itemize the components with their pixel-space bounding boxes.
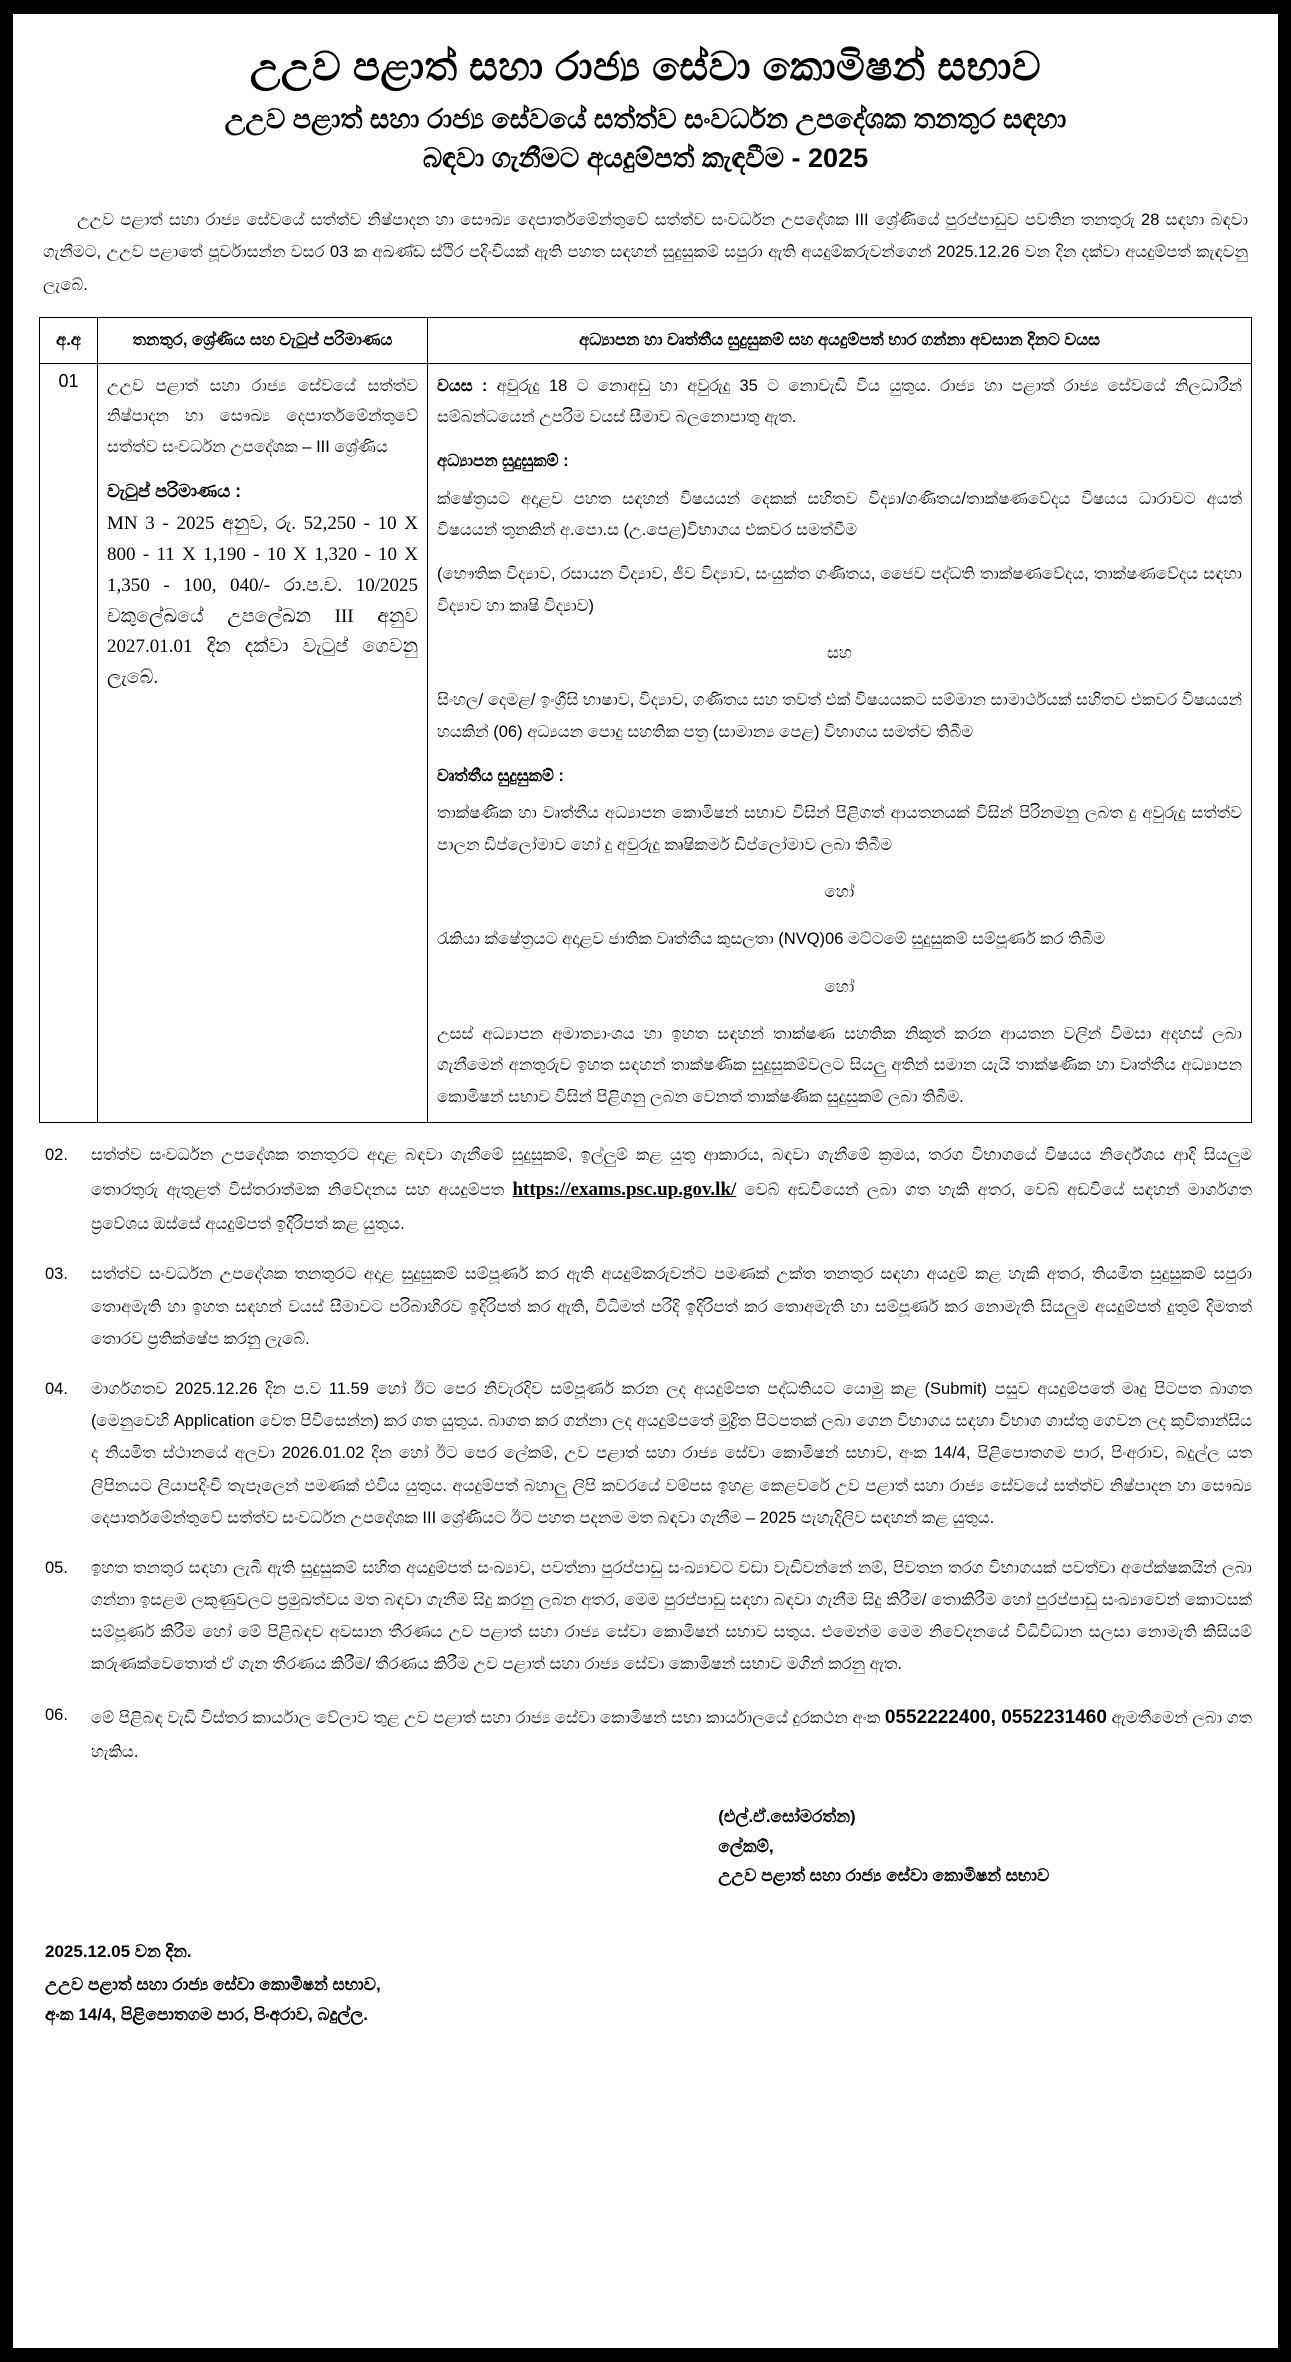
table-body	[40, 363, 1252, 1123]
footer-organisation: උඋව පළාත් සහා රාජ්‍ය සේවා කොමිෂන් සභාව,	[45, 1974, 381, 1994]
signatory-role: ලේකම්,	[718, 1836, 774, 1856]
clause-02-number: 02.	[45, 1146, 68, 1165]
table-header-row	[40, 317, 1252, 363]
clause-06-text-before-phone: මේ පිළිබඳ වැඩි විස්තර කාර්යාල වේලාව තුළ උව පළාත් සහා රාජ්‍ය සේවා කොමිෂන් සභා කාර්යාලයේ දුරකථන අංක	[91, 1708, 885, 1727]
intro-paragraph: උඋව පළාත් සහා රාජ්‍ය සේවයේ සත්ත්ව නිෂ්පාදන හා සෞඛ්‍ය දෙපාර්තමේන්තුවේ සත්ත්ව සංවර්ධන උපදේශක III ශ්‍රේණියේ පුරප්පාඩුව පවතින තනතුරු 28 සඳහා බඳවා ගැනීමට, උඋව පළාතේ පූර්වාසන්න වසර 03 ක අඛණ්ඩ ස්ථිර පදිංචියක් ඇති පහත සඳහන් සුදුසුකම් සපුරා ඇති අයදුම්කරුවන්ගෙන් 2025.12.26 වන දින දක්වා අයදුම්පත් කැඳවනු ලැබේ.	[43, 211, 1248, 294]
nvq-requirement: රැකියා ක්ෂේත්‍රයට අදාළව ජාතික වෘත්තීය කුසලතා (NVQ)06 මට්ටමේ සුදුසුකම් සම්පූර්ණ කර තිබීම	[437, 930, 1106, 949]
cell-requirements	[428, 363, 1252, 1123]
table-row	[40, 363, 1252, 1123]
header-post-grade-salary: තනතුර, ශ්‍රේණිය සහ වැටුප් පරිමාණය	[98, 317, 428, 363]
age-text: අවුරුදු 18 ට නොඅඩු හා අවුරුදු 35 ට නොවැඩි විය යුතුය. රාජ්‍ය හා පළාත් රාජ්‍ය සේවයේ නිලධාරීන් සම්බන්ධයෙන් උපරිම වයස් සීමාව බලනොපාතු ඇත.	[437, 376, 1242, 426]
clause-05-number: 05.	[45, 1558, 68, 1577]
page-subtitle	[39, 100, 1252, 178]
signatory-name: (එල්.ඒ.සෝමරත්න)	[718, 1806, 856, 1826]
clause-02-text-before-link: සත්ත්ව සංවර්ධන උපදේශක තනතුරට අදාළ බඳවා ගැනීමේ සුදුසුකම්, ඉල්ලුම් කළ යුතු ආකාරය, බඳවා ගැනීමේ ක්‍රමය, තරග විභාගයේ විෂයය නිර්දේශය ආදි සියලුම තොරතුරු ඇතුළත් විස්තරාත්මක නිවේදනය සහ අයදුම්පත	[91, 1146, 1252, 1200]
clause-list	[39, 1139, 1252, 1768]
cell-serial-no: 01	[40, 363, 98, 1123]
subtitle-line-1: උඋව පළාත් සහා රාජ්‍ය සේවයේ සත්ත්ව සංවර්ධන උපදේශක තනතුර සඳහා	[224, 104, 1067, 134]
clause-04-text: මාර්ගගතව 2025.12.26 දින ප.ව 11.59 හෝ ඊට පෙර නිවැරදිව සම්පූර්ණ කරන ලද අයදුම්පත පද්ධතියට යොමු කළ (Submit) පසුව අයදුම්පතේ මෘදු පිටපත බාගත (මෙනුවෙහි Application වෙත පිවිසෙන්න) කර ගත යුතුය. බාගත කර ගන්නා ලද අයදුම්පතේ මුද්‍රිත පිටපතක් ලබා ගෙන විභාගය සඳහා විභාග ගාස්තු ගෙවන ලද කුවිතාන්සිය ද නියමිත ස්ථානයේ අලවා 2026.01.02 දින හෝ ඊට පෙර ලේකම්, උව පළාත් සහා රාජ්‍ය සේවා කොමිෂන් සභාව, අංක 14/4, පිළිපොතගම පාර, පිංඅරාව, බදුල්ල යත ලිපිනයට ලියාපදිංචි තැපෑලෙන් පමණක් එවිය යුතුය. අයදුම්පත් බහාලු ලිපි කවරයේ වම්පස ඉහළ කෙළවරේ උව පළාත් සහා රාජ්‍ය සේවයේ සත්ත්ව නිෂ්පාදන හා සෞඛ්‍ය දෙපාර්තමේන්තුවේ සත්ත්ව සංවර්ධන උපදේශක III ශ්‍රේණියට ඊට පහත පදනම මත බඳවා ගැනීම – 2025 පැහැදිලිව සඳහන් කළ යුතුය.	[91, 1379, 1252, 1527]
subtitle-line-2: බඳවා ගැනීමට අයදුම්පත් කැඳවීම - 2025	[422, 143, 869, 174]
clause-06-text-after-phone: ඇමතීමෙන් ලබා ගත හැකිය.	[91, 1708, 1252, 1761]
post-name: උඋව පළාත් සහා රාජ්‍ය සේවයේ සත්ත්ව නිෂ්පාදන හා සෞඛ්‍ය දෙපාර්තමේන්තුවේ සත්ත්ව සංවර්ධන උපදේශක – III ශ්‍රේණිය	[107, 376, 418, 456]
age-requirement	[437, 371, 1242, 434]
clause-05-text: ඉහත තනතුර සඳහා ලැබී ඇති සුදුසුකම් සහිත අයදුම්පත් සංඛ්‍යාව, පවත්නා පුරප්පාඩු සංඛ්‍යාවට වඩා වැඩිවන්නේ නම්, පිවතන තරග විභාගයක් පවත්වා අපේක්ෂකයින් ලබා ගන්නා ඉසළම ලකුණුවලට ප්‍රමුඛත්වය මත බඳවා ගැනීම සිදු කරනු ලබන අතර, මෙම පුරප්පාඩු සඳහා බඳවා ගැනීම සිදු කිරීම/ තොකිරීම හෝ පුරප්පාඩු සංඛ්‍යාවෙන් කොටසක් සම්පූර්ණ කිරීම හෝ මේ පිළිබඳව අවසාන තීරණය උව පළාත් සහා රාජ්‍ය සේවා කොමිෂන් සභාව සතුය. එමෙන්ම මෙම නිවේදනයේ විධිවිධාන සලසා නොමැති කිසියම් කරුණක්වෙතොත් ඒ ගැන තීරණය කිරීම/ තීරණය කිරීම උව පළාත් සහා රාජ්‍ය සේවා කොමිෂන් සභාව මගින් කරනු ඇත.	[91, 1558, 1252, 1674]
professional-requirement: තාක්ෂණික හා වෘත්තීය අධ්‍යාපන කොමිෂන් සභාව විසින් පිළිගත් ආයතනයක් විසින් පිරිනමනු ලබත දු අවුරුදු සත්ත්ව පාලන ඩිප්ලෝමාව හෝ දු අවුරුදු කෘෂිකර්ම ඩිප්ලෝමාව ලබා තිබීම	[437, 804, 1242, 854]
issue-date: 2025.12.05 වන දින.	[45, 1942, 192, 1961]
signature-block	[39, 1802, 1252, 1891]
clause-04	[39, 1373, 1252, 1534]
education-requirement: ක්ෂේත්‍රයට අදාළව පහත සඳහන් විෂයයන් දෙකක් සහිතව විද්‍යා/ගණිතය/තාක්ෂණවේදය විෂයය ධාරාවට අයත් විෂයයන් තුනකින් අ.පො.ස (උ.පෙළ)විභාගය එකවර සමත්වීම	[437, 489, 1242, 539]
clause-06-number: 06.	[45, 1705, 68, 1724]
header-requirements: අධ්‍යාපන හා වෘත්තීය සුදුසුකම් සහ අයදුම්පත් භාර ගන්නා අවසාන දිනට වයස	[428, 317, 1252, 363]
salary-heading: වැටුප් පරිමාණය :	[107, 481, 242, 502]
conjunction-or-1: හෝ	[824, 883, 855, 902]
education-heading-label: අධ්‍යාපන සුදුසුකම් :	[437, 452, 569, 471]
signatory-organisation: උඋව පළාත් සහා රාජ්‍ය සේවා කොමිෂන් සභාව	[718, 1866, 1050, 1886]
header-serial-no: අ.අ	[40, 317, 98, 363]
footer-block	[45, 1937, 1252, 2031]
clause-05	[39, 1552, 1252, 1681]
clause-02	[39, 1139, 1252, 1240]
clause-04-number: 04.	[45, 1379, 68, 1398]
clause-02-text-after-link: වෙබ් අඩවියෙන් ලබා ගත හැකි අතර, වෙබ් අඩවියේ සඳහන් මාර්ගගත ප්‍රවේශය ඔස්සේ අයදුම්පත් ඉදිරිපත් කළ යුතුය.	[91, 1181, 1252, 1234]
clause-03-number: 03.	[45, 1265, 68, 1284]
ol-requirement: සිංහල/ දෙමළ/ ඉංග්‍රීසි භාෂාව, විද්‍යාව, ගණිතය සහ තවත් එක් විෂයයකට සම්මාන සාමාර්ථයක් සහිතව එකවර විෂයයන් හයකින් (06) අධ්‍යයන පොදු සහතික පත්‍ර (සාමාන්‍ය පෙළ) විභාගය සමත්ව තිබීම	[437, 691, 1242, 741]
professional-heading-label: වෘත්තීය සුදුසුකම් :	[437, 766, 564, 785]
alternative-requirement: උසස් අධ්‍යාපන අමාත්‍යාංශය හා ඉහත සඳහන් තාක්ෂණ සහතික නිකුත් කරන ආයතන වලින් විමසා අදහස් ලබා ගැනීමෙන් අනතුරුව ඉහත සඳහන් තාක්ෂණික සුදුසුකම්වලට සියලු අතින් සමාන යැයි තාක්ෂණික හා වෘත්තීය අධ්‍යාපන කොමිෂන් සභාව විසින් පිළිගනු ලබන වෙනත් තාක්ෂණික සුදුසුකම් ලබා තිබීම.	[437, 1025, 1242, 1106]
professional-heading	[437, 761, 1242, 792]
salary-scale: MN 3 - 2025 අනුව, රු. 52,250 - 10 X 800 - 11 X 1,190 - 10 X 1,320 - 10 X 1,350 - 100, 040/- රා.ප.ච. 10/2025 චකුලේඛයේ උපලේඛන III අනුව 2027.01.01 දින දක්වා වැටුප් ගෙවනු ලැබේ.	[107, 513, 418, 689]
education-subjects: (භෞතික විද්‍යාව, රසායන විද්‍යාව, ජීව විද්‍යාව, සංයුක්ත ගණිතය, ජෛව පද්ධති තාක්ෂණවේදය, තාක්ෂණවේදය සඳහා විද්‍යාව හා කෘෂි විද්‍යාව)	[437, 565, 1242, 615]
education-heading	[437, 446, 1242, 477]
page-title: උඋව පළාත් සහා රාජ්‍ය සේවා කොමිෂන් සභාව	[249, 45, 1042, 89]
table-head	[40, 317, 1252, 363]
clause-03-text: සත්ත්ව සංවර්ධන උපදේශක තනතුරට අදාළ සුදුසුකම් සම්පූර්ණ කර ඇති අයදුම්කරුවන්ට පමණක් උක්ත තනතුර සඳහා අයදුම් කළ හැකි අතර, තියමිත සුදුසුකම් සපුරා තොඅමැති හා ඉහත සඳහන් වයස් සීමාවට පරිබාහිරව ඉදිරිපත් කර ඇති, විධිමත් පරිදි ඉදිරිපත් කර තොඅමැති හා සම්පූර්ණ කර නොමැති සියලුම අයදුම්පත් දුතුම් දිමතත් තොරව ප්‍රතික්ෂේප කරනු ලැබේ.	[91, 1265, 1252, 1348]
cell-post-details	[98, 363, 428, 1123]
clause-03	[39, 1258, 1252, 1355]
page-inner	[13, 14, 1278, 2055]
age-label: වයස :	[437, 376, 488, 395]
conjunction-and: සහ	[827, 643, 852, 662]
contact-phone-numbers: 0552222400, 0552231460	[884, 1706, 1107, 1728]
clause-06	[39, 1699, 1252, 1768]
conjunction-or-2: හෝ	[824, 977, 855, 996]
exams-portal-link[interactable]: https://exams.psc.up.gov.lk/	[512, 1179, 737, 1201]
footer-address: අංක 14/4, පිළිපොතගම පාර, පිංඅරාව, බදුල්ල.	[45, 2005, 368, 2025]
vacancy-table	[39, 317, 1252, 1123]
